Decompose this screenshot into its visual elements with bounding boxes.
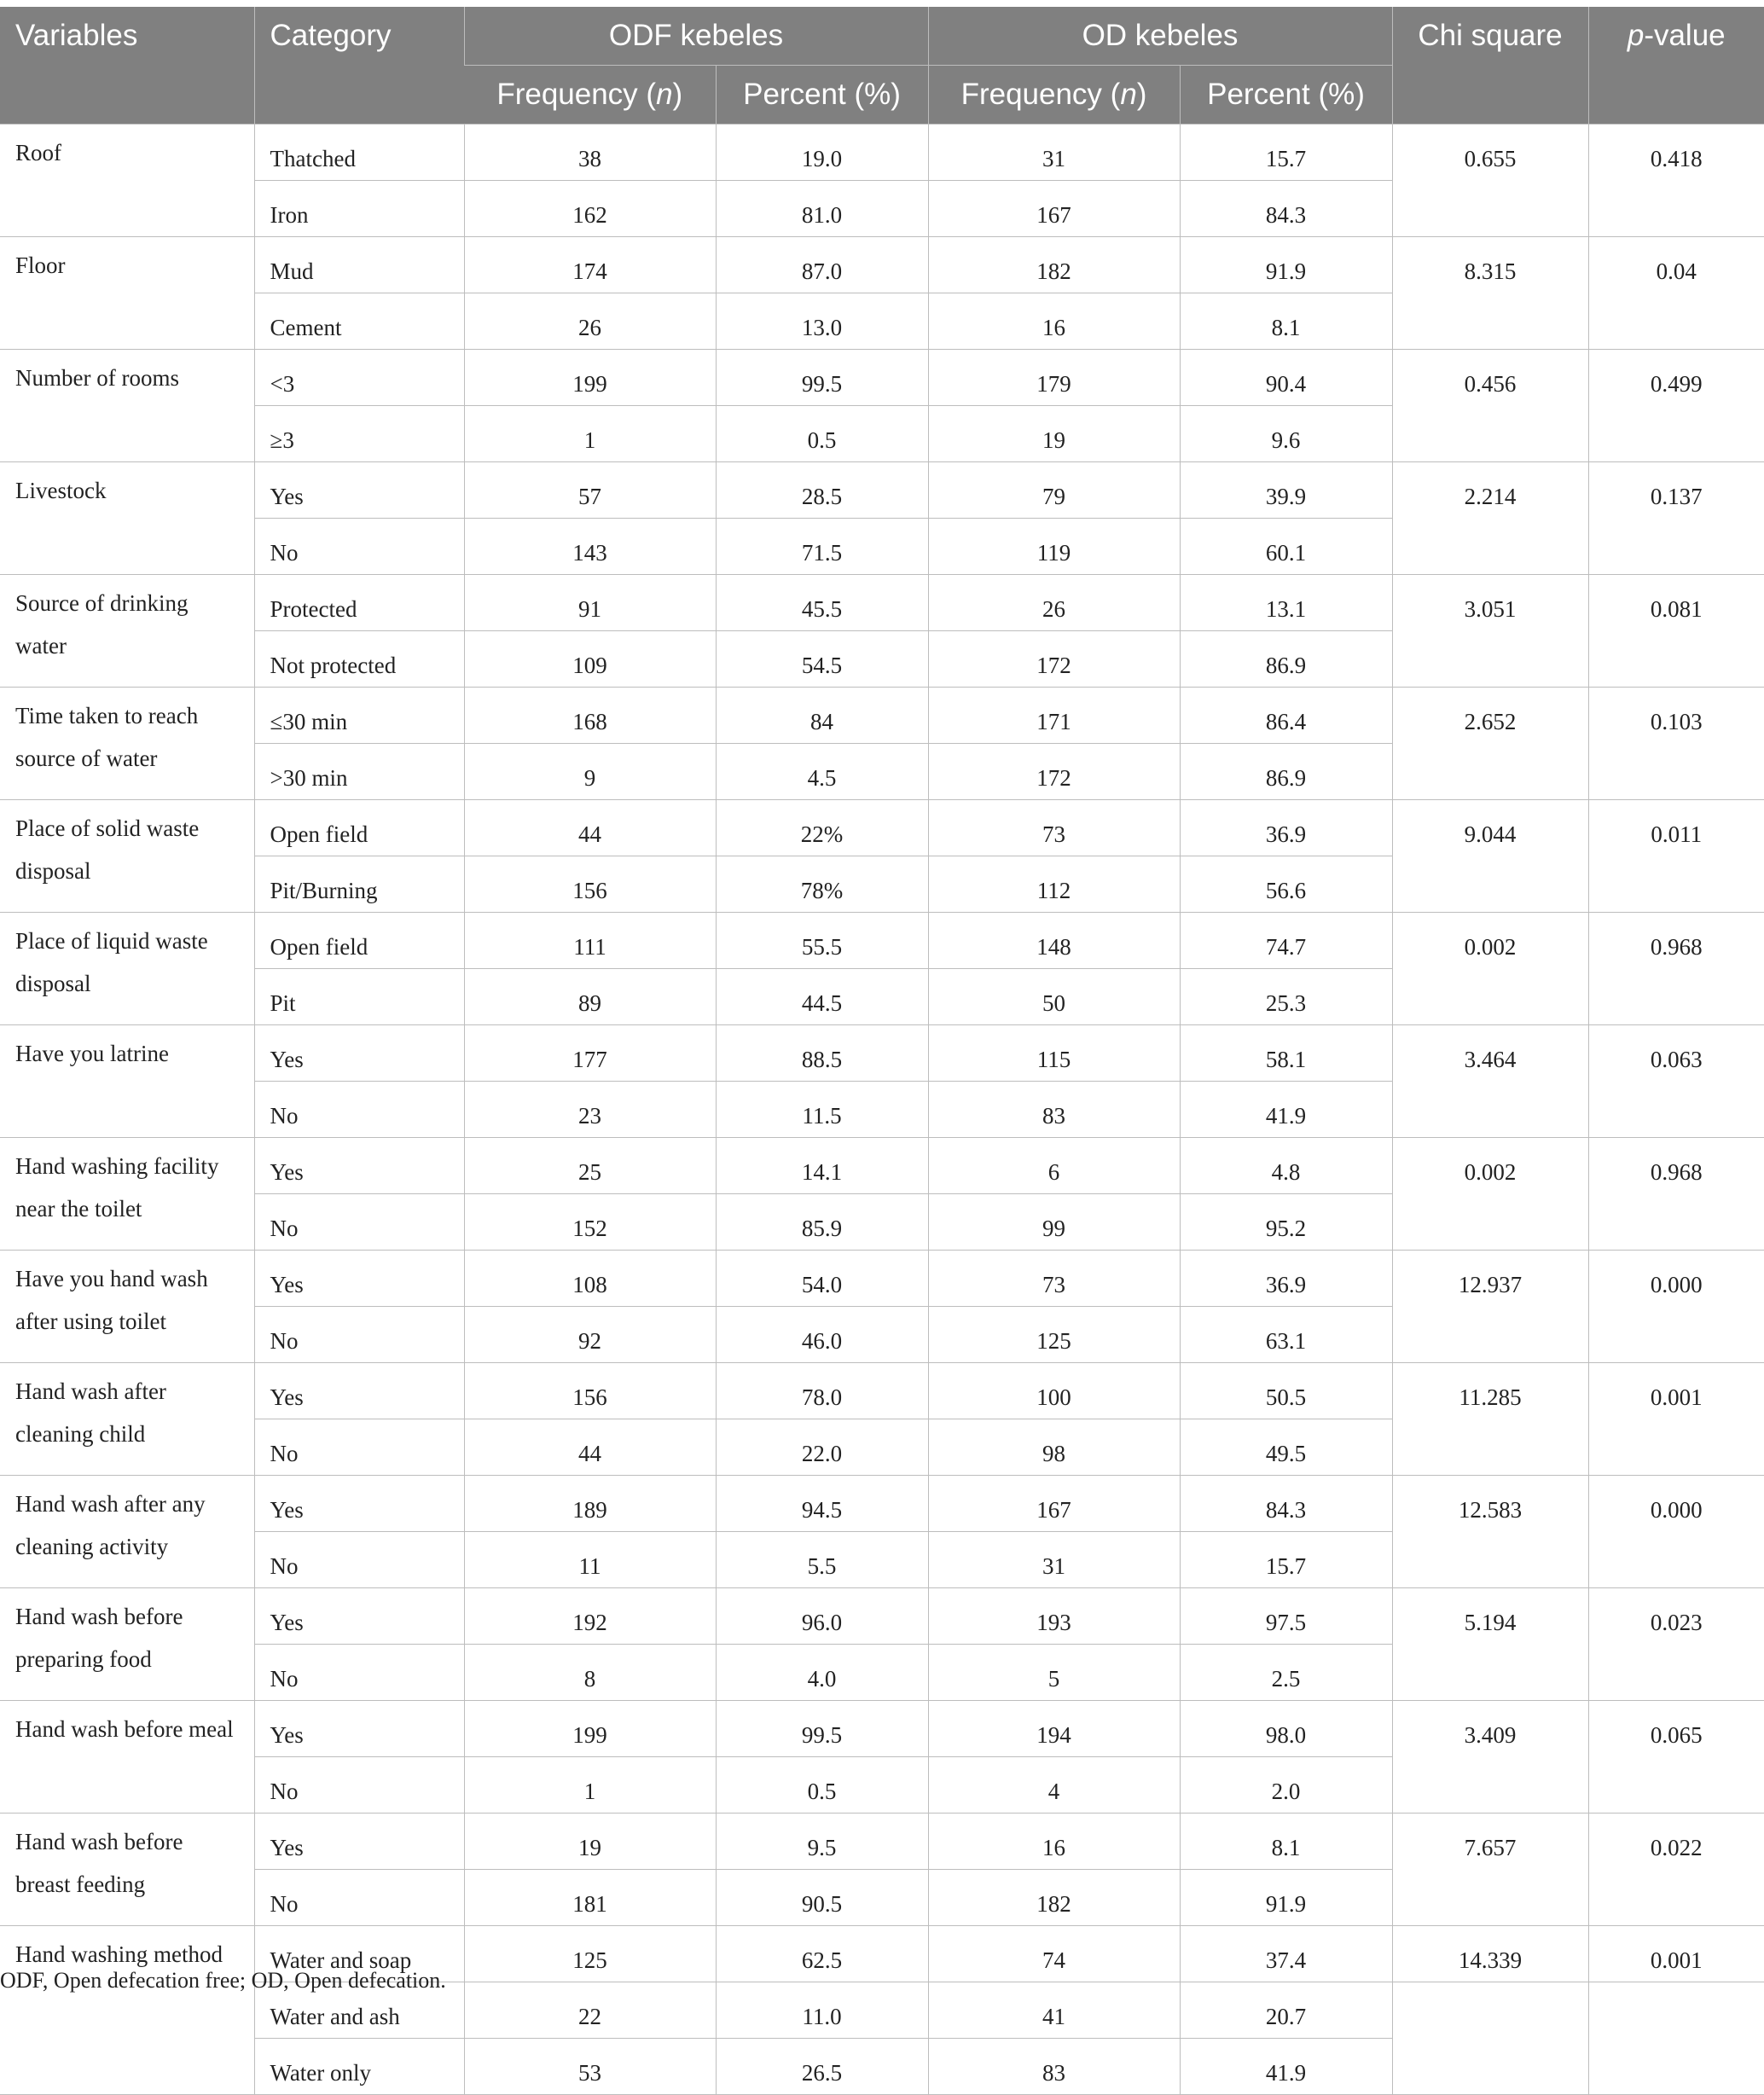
odf-frequency-cell: 111 — [464, 913, 716, 969]
od-frequency-cell: 167 — [928, 1476, 1180, 1532]
od-percent-cell: 37.4 — [1180, 1926, 1392, 1982]
odf-frequency-cell: 156 — [464, 1363, 716, 1419]
header-category: Category — [254, 7, 464, 125]
category-cell: Yes — [254, 1363, 464, 1419]
od-percent-cell: 50.5 — [1180, 1363, 1392, 1419]
variable-cell: Floor — [0, 237, 254, 350]
odf-frequency-cell: 9 — [464, 744, 716, 800]
odf-frequency-cell: 162 — [464, 181, 716, 237]
table-body — [0, 125, 1764, 2095]
p-value-cell: 0.001 — [1588, 1363, 1764, 1476]
p-rest: -value — [1644, 19, 1726, 52]
od-percent-cell: 95.2 — [1180, 1194, 1392, 1251]
chi-square-cell: 2.652 — [1392, 688, 1588, 800]
p-value-cell: 0.968 — [1588, 1138, 1764, 1251]
variable-cell: Have you hand wash after using toilet — [0, 1251, 254, 1363]
od-frequency-cell: 193 — [928, 1588, 1180, 1645]
odf-frequency-cell: 143 — [464, 519, 716, 575]
odf-frequency-cell: 19 — [464, 1814, 716, 1870]
od-percent-cell: 36.9 — [1180, 1251, 1392, 1307]
odf-frequency-cell: 44 — [464, 1419, 716, 1476]
odf-percent-cell: 90.5 — [716, 1870, 928, 1926]
od-frequency-cell: 171 — [928, 688, 1180, 744]
variable-cell: Hand wash before preparing food — [0, 1588, 254, 1701]
odf-frequency-cell: 109 — [464, 631, 716, 688]
od-percent-cell: 84.3 — [1180, 1476, 1392, 1532]
p-italic: p — [1627, 19, 1645, 52]
od-percent-cell: 39.9 — [1180, 462, 1392, 519]
odf-percent-cell: 9.5 — [716, 1814, 928, 1870]
variable-cell: Time taken to reach source of water — [0, 688, 254, 800]
variable-cell: Livestock — [0, 462, 254, 575]
category-cell: Pit — [254, 969, 464, 1025]
variable-cell: Place of liquid waste disposal — [0, 913, 254, 1025]
table-row — [0, 1138, 1764, 1194]
od-percent-cell: 41.9 — [1180, 1082, 1392, 1138]
od-frequency-cell: 167 — [928, 181, 1180, 237]
header-odf-percent: Percent (%) — [716, 66, 928, 125]
category-cell: Water only — [254, 2039, 464, 2095]
category-cell: Thatched — [254, 125, 464, 181]
chi-square-cell: 0.456 — [1392, 350, 1588, 462]
variable-cell: Number of rooms — [0, 350, 254, 462]
od-percent-cell: 86.4 — [1180, 688, 1392, 744]
od-frequency-cell: 19 — [928, 406, 1180, 462]
od-frequency-cell: 100 — [928, 1363, 1180, 1419]
category-cell: ≥3 — [254, 406, 464, 462]
odf-frequency-cell: 125 — [464, 1926, 716, 1982]
freq-n: n — [1120, 78, 1137, 111]
odf-percent-cell: 26.5 — [716, 2039, 928, 2095]
freq-post: ) — [672, 78, 683, 111]
chi-square-cell: 3.464 — [1392, 1025, 1588, 1138]
chi-square-cell: 12.583 — [1392, 1476, 1588, 1588]
category-cell: Not protected — [254, 631, 464, 688]
chi-square-cell: 8.315 — [1392, 237, 1588, 350]
od-frequency-cell: 16 — [928, 293, 1180, 350]
chi-square-cell: 12.937 — [1392, 1251, 1588, 1363]
odf-frequency-cell: 199 — [464, 1701, 716, 1757]
table-row — [0, 1476, 1764, 1532]
odf-percent-cell: 54.0 — [716, 1251, 928, 1307]
odf-frequency-cell: 177 — [464, 1025, 716, 1082]
table-row — [0, 1588, 1764, 1645]
od-percent-cell: 8.1 — [1180, 293, 1392, 350]
odf-percent-cell: 14.1 — [716, 1138, 928, 1194]
table-row — [0, 575, 1764, 631]
od-frequency-cell: 182 — [928, 1870, 1180, 1926]
od-percent-cell: 56.6 — [1180, 856, 1392, 913]
odf-frequency-cell: 57 — [464, 462, 716, 519]
freq-n: n — [656, 78, 673, 111]
od-frequency-cell: 16 — [928, 1814, 1180, 1870]
category-cell: No — [254, 1645, 464, 1701]
odf-percent-cell: 5.5 — [716, 1532, 928, 1588]
category-cell: No — [254, 519, 464, 575]
odf-frequency-cell: 181 — [464, 1870, 716, 1926]
chi-square-cell: 5.194 — [1392, 1588, 1588, 1701]
odf-frequency-cell: 92 — [464, 1307, 716, 1363]
p-value-cell: 0.000 — [1588, 1251, 1764, 1363]
table-row — [0, 800, 1764, 856]
variable-cell: Hand wash before breast feeding — [0, 1814, 254, 1926]
od-frequency-cell: 125 — [928, 1307, 1180, 1363]
od-percent-cell: 91.9 — [1180, 237, 1392, 293]
od-frequency-cell: 99 — [928, 1194, 1180, 1251]
od-frequency-cell: 83 — [928, 1082, 1180, 1138]
p-value-cell: 0.499 — [1588, 350, 1764, 462]
table-header — [0, 7, 1764, 125]
chi-square-cell: 0.655 — [1392, 125, 1588, 237]
category-cell: Yes — [254, 1701, 464, 1757]
od-frequency-cell: 182 — [928, 237, 1180, 293]
variable-cell: Hand wash after cleaning child — [0, 1363, 254, 1476]
category-cell: No — [254, 1870, 464, 1926]
variable-cell: Hand washing method — [0, 1926, 254, 2095]
od-frequency-cell: 50 — [928, 969, 1180, 1025]
odf-frequency-cell: 189 — [464, 1476, 716, 1532]
table-row — [0, 1251, 1764, 1307]
table-container — [0, 7, 1764, 2095]
od-percent-cell: 2.5 — [1180, 1645, 1392, 1701]
category-cell: Yes — [254, 462, 464, 519]
table-row — [0, 1025, 1764, 1082]
od-frequency-cell: 119 — [928, 519, 1180, 575]
odf-frequency-cell: 25 — [464, 1138, 716, 1194]
p-value-cell: 0.137 — [1588, 462, 1764, 575]
odf-percent-cell: 28.5 — [716, 462, 928, 519]
odf-percent-cell: 81.0 — [716, 181, 928, 237]
odf-frequency-cell: 192 — [464, 1588, 716, 1645]
chi-square-cell: 7.657 — [1392, 1814, 1588, 1926]
table-row — [0, 1701, 1764, 1757]
chi-square-cell: 11.285 — [1392, 1363, 1588, 1476]
variable-cell: Hand wash before meal — [0, 1701, 254, 1814]
odf-percent-cell: 11.5 — [716, 1082, 928, 1138]
p-value-cell: 0.04 — [1588, 237, 1764, 350]
category-cell: Protected — [254, 575, 464, 631]
od-percent-cell: 41.9 — [1180, 2039, 1392, 2095]
odf-percent-cell: 19.0 — [716, 125, 928, 181]
header-od-frequency — [928, 66, 1180, 125]
odf-percent-cell: 84 — [716, 688, 928, 744]
header-chi-square: Chi square — [1392, 7, 1588, 125]
od-percent-cell: 86.9 — [1180, 744, 1392, 800]
p-value-cell: 0.001 — [1588, 1926, 1764, 1982]
freq-pre: Frequency ( — [496, 78, 657, 111]
variable-cell: Source of drinking water — [0, 575, 254, 688]
table-row — [0, 913, 1764, 969]
odf-percent-cell: 71.5 — [716, 519, 928, 575]
od-percent-cell: 84.3 — [1180, 181, 1392, 237]
od-frequency-cell: 148 — [928, 913, 1180, 969]
variable-cell: Place of solid waste disposal — [0, 800, 254, 913]
od-frequency-cell: 41 — [928, 1982, 1180, 2039]
od-frequency-cell: 73 — [928, 1251, 1180, 1307]
category-cell: Water and soap — [254, 1926, 464, 1982]
od-frequency-cell: 26 — [928, 575, 1180, 631]
table-row — [0, 1814, 1764, 1870]
p-value-cell: 0.065 — [1588, 1701, 1764, 1814]
category-cell: Cement — [254, 293, 464, 350]
p-value-cell: 0.103 — [1588, 688, 1764, 800]
header-odf-frequency — [464, 66, 716, 125]
odf-percent-cell: 46.0 — [716, 1307, 928, 1363]
chi-square-cell: 3.051 — [1392, 575, 1588, 688]
odf-percent-cell: 54.5 — [716, 631, 928, 688]
category-cell: No — [254, 1194, 464, 1251]
od-percent-cell: 15.7 — [1180, 1532, 1392, 1588]
p-value-cell: 0.000 — [1588, 1476, 1764, 1588]
od-frequency-cell: 5 — [928, 1645, 1180, 1701]
category-cell: Yes — [254, 1814, 464, 1870]
od-frequency-cell: 79 — [928, 462, 1180, 519]
p-value-cell: 0.418 — [1588, 125, 1764, 237]
odf-frequency-cell: 53 — [464, 2039, 716, 2095]
odf-percent-cell: 22.0 — [716, 1419, 928, 1476]
od-percent-cell: 97.5 — [1180, 1588, 1392, 1645]
category-cell: Pit/Burning — [254, 856, 464, 913]
odf-percent-cell: 96.0 — [716, 1588, 928, 1645]
category-cell: No — [254, 1532, 464, 1588]
odf-frequency-cell: 44 — [464, 800, 716, 856]
category-cell: No — [254, 1757, 464, 1814]
chi-square-cell-empty — [1392, 1982, 1588, 2095]
table-row — [0, 125, 1764, 181]
odf-percent-cell: 62.5 — [716, 1926, 928, 1982]
category-cell: Yes — [254, 1251, 464, 1307]
odf-frequency-cell: 38 — [464, 125, 716, 181]
header-p-value — [1588, 7, 1764, 125]
od-percent-cell: 49.5 — [1180, 1419, 1392, 1476]
variable-cell: Roof — [0, 125, 254, 237]
od-percent-cell: 20.7 — [1180, 1982, 1392, 2039]
category-cell: >30 min — [254, 744, 464, 800]
data-table — [0, 7, 1764, 2095]
odf-frequency-cell: 108 — [464, 1251, 716, 1307]
category-cell: No — [254, 1082, 464, 1138]
freq-pre: Frequency ( — [960, 78, 1121, 111]
od-frequency-cell: 98 — [928, 1419, 1180, 1476]
category-cell: Open field — [254, 913, 464, 969]
od-percent-cell: 86.9 — [1180, 631, 1392, 688]
odf-percent-cell: 44.5 — [716, 969, 928, 1025]
table-row — [0, 1363, 1764, 1419]
od-percent-cell: 8.1 — [1180, 1814, 1392, 1870]
odf-percent-cell: 78% — [716, 856, 928, 913]
od-percent-cell: 25.3 — [1180, 969, 1392, 1025]
od-percent-cell: 13.1 — [1180, 575, 1392, 631]
header-od-kebeles: OD kebeles — [928, 7, 1392, 66]
category-cell: Yes — [254, 1025, 464, 1082]
odf-percent-cell: 99.5 — [716, 1701, 928, 1757]
odf-percent-cell: 0.5 — [716, 1757, 928, 1814]
odf-frequency-cell: 22 — [464, 1982, 716, 2039]
od-frequency-cell: 4 — [928, 1757, 1180, 1814]
od-frequency-cell: 179 — [928, 350, 1180, 406]
od-frequency-cell: 172 — [928, 744, 1180, 800]
odf-percent-cell: 45.5 — [716, 575, 928, 631]
od-percent-cell: 4.8 — [1180, 1138, 1392, 1194]
odf-percent-cell: 55.5 — [716, 913, 928, 969]
header-row-1 — [0, 7, 1764, 66]
variable-cell: Have you latrine — [0, 1025, 254, 1138]
od-percent-cell: 15.7 — [1180, 125, 1392, 181]
od-frequency-cell: 74 — [928, 1926, 1180, 1982]
odf-percent-cell: 99.5 — [716, 350, 928, 406]
od-frequency-cell: 112 — [928, 856, 1180, 913]
variable-cell: Hand wash after any cleaning activity — [0, 1476, 254, 1588]
odf-frequency-cell: 156 — [464, 856, 716, 913]
odf-frequency-cell: 91 — [464, 575, 716, 631]
odf-frequency-cell: 1 — [464, 406, 716, 462]
od-frequency-cell: 73 — [928, 800, 1180, 856]
category-cell: Water and ash — [254, 1982, 464, 2039]
odf-percent-cell: 0.5 — [716, 406, 928, 462]
od-frequency-cell: 6 — [928, 1138, 1180, 1194]
table-row — [0, 462, 1764, 519]
od-frequency-cell: 194 — [928, 1701, 1180, 1757]
category-cell: Yes — [254, 1476, 464, 1532]
odf-frequency-cell: 199 — [464, 350, 716, 406]
odf-frequency-cell: 168 — [464, 688, 716, 744]
odf-frequency-cell: 152 — [464, 1194, 716, 1251]
header-od-percent: Percent (%) — [1180, 66, 1392, 125]
freq-post: ) — [1136, 78, 1147, 111]
od-percent-cell: 60.1 — [1180, 519, 1392, 575]
odf-percent-cell: 85.9 — [716, 1194, 928, 1251]
chi-square-cell: 9.044 — [1392, 800, 1588, 913]
od-frequency-cell: 31 — [928, 1532, 1180, 1588]
odf-percent-cell: 11.0 — [716, 1982, 928, 2039]
odf-frequency-cell: 89 — [464, 969, 716, 1025]
category-cell: No — [254, 1307, 464, 1363]
od-percent-cell: 98.0 — [1180, 1701, 1392, 1757]
od-frequency-cell: 115 — [928, 1025, 1180, 1082]
od-percent-cell: 90.4 — [1180, 350, 1392, 406]
category-cell: Open field — [254, 800, 464, 856]
table-row — [0, 688, 1764, 744]
category-cell: No — [254, 1419, 464, 1476]
category-cell: ≤30 min — [254, 688, 464, 744]
category-cell: Yes — [254, 1588, 464, 1645]
variable-cell: Hand washing facility near the toilet — [0, 1138, 254, 1251]
header-variables: Variables — [0, 7, 254, 125]
odf-frequency-cell: 23 — [464, 1082, 716, 1138]
od-frequency-cell: 172 — [928, 631, 1180, 688]
odf-frequency-cell: 8 — [464, 1645, 716, 1701]
p-value-cell: 0.081 — [1588, 575, 1764, 688]
od-percent-cell: 91.9 — [1180, 1870, 1392, 1926]
chi-square-cell: 2.214 — [1392, 462, 1588, 575]
chi-square-cell: 14.339 — [1392, 1926, 1588, 1982]
od-percent-cell: 9.6 — [1180, 406, 1392, 462]
od-frequency-cell: 31 — [928, 125, 1180, 181]
category-cell: Iron — [254, 181, 464, 237]
odf-percent-cell: 78.0 — [716, 1363, 928, 1419]
p-value-cell: 0.968 — [1588, 913, 1764, 1025]
p-value-cell-empty — [1588, 1982, 1764, 2095]
odf-frequency-cell: 11 — [464, 1532, 716, 1588]
odf-percent-cell: 22% — [716, 800, 928, 856]
odf-percent-cell: 4.0 — [716, 1645, 928, 1701]
od-percent-cell: 74.7 — [1180, 913, 1392, 969]
odf-percent-cell: 87.0 — [716, 237, 928, 293]
od-percent-cell: 36.9 — [1180, 800, 1392, 856]
odf-percent-cell: 88.5 — [716, 1025, 928, 1082]
p-value-cell: 0.023 — [1588, 1588, 1764, 1701]
table-footnote: ODF, Open defecation free; OD, Open defecation. — [0, 1968, 446, 1993]
odf-percent-cell: 4.5 — [716, 744, 928, 800]
od-percent-cell: 2.0 — [1180, 1757, 1392, 1814]
p-value-cell: 0.011 — [1588, 800, 1764, 913]
chi-square-cell: 0.002 — [1392, 913, 1588, 1025]
chi-square-cell: 3.409 — [1392, 1701, 1588, 1814]
odf-frequency-cell: 26 — [464, 293, 716, 350]
odf-frequency-cell: 1 — [464, 1757, 716, 1814]
od-percent-cell: 63.1 — [1180, 1307, 1392, 1363]
category-cell: <3 — [254, 350, 464, 406]
odf-percent-cell: 13.0 — [716, 293, 928, 350]
odf-percent-cell: 94.5 — [716, 1476, 928, 1532]
table-row — [0, 237, 1764, 293]
table-row — [0, 350, 1764, 406]
chi-square-cell: 0.002 — [1392, 1138, 1588, 1251]
header-odf-kebeles: ODF kebeles — [464, 7, 928, 66]
category-cell: Yes — [254, 1138, 464, 1194]
p-value-cell: 0.022 — [1588, 1814, 1764, 1926]
odf-frequency-cell: 174 — [464, 237, 716, 293]
od-percent-cell: 58.1 — [1180, 1025, 1392, 1082]
p-value-cell: 0.063 — [1588, 1025, 1764, 1138]
category-cell: Mud — [254, 237, 464, 293]
od-frequency-cell: 83 — [928, 2039, 1180, 2095]
